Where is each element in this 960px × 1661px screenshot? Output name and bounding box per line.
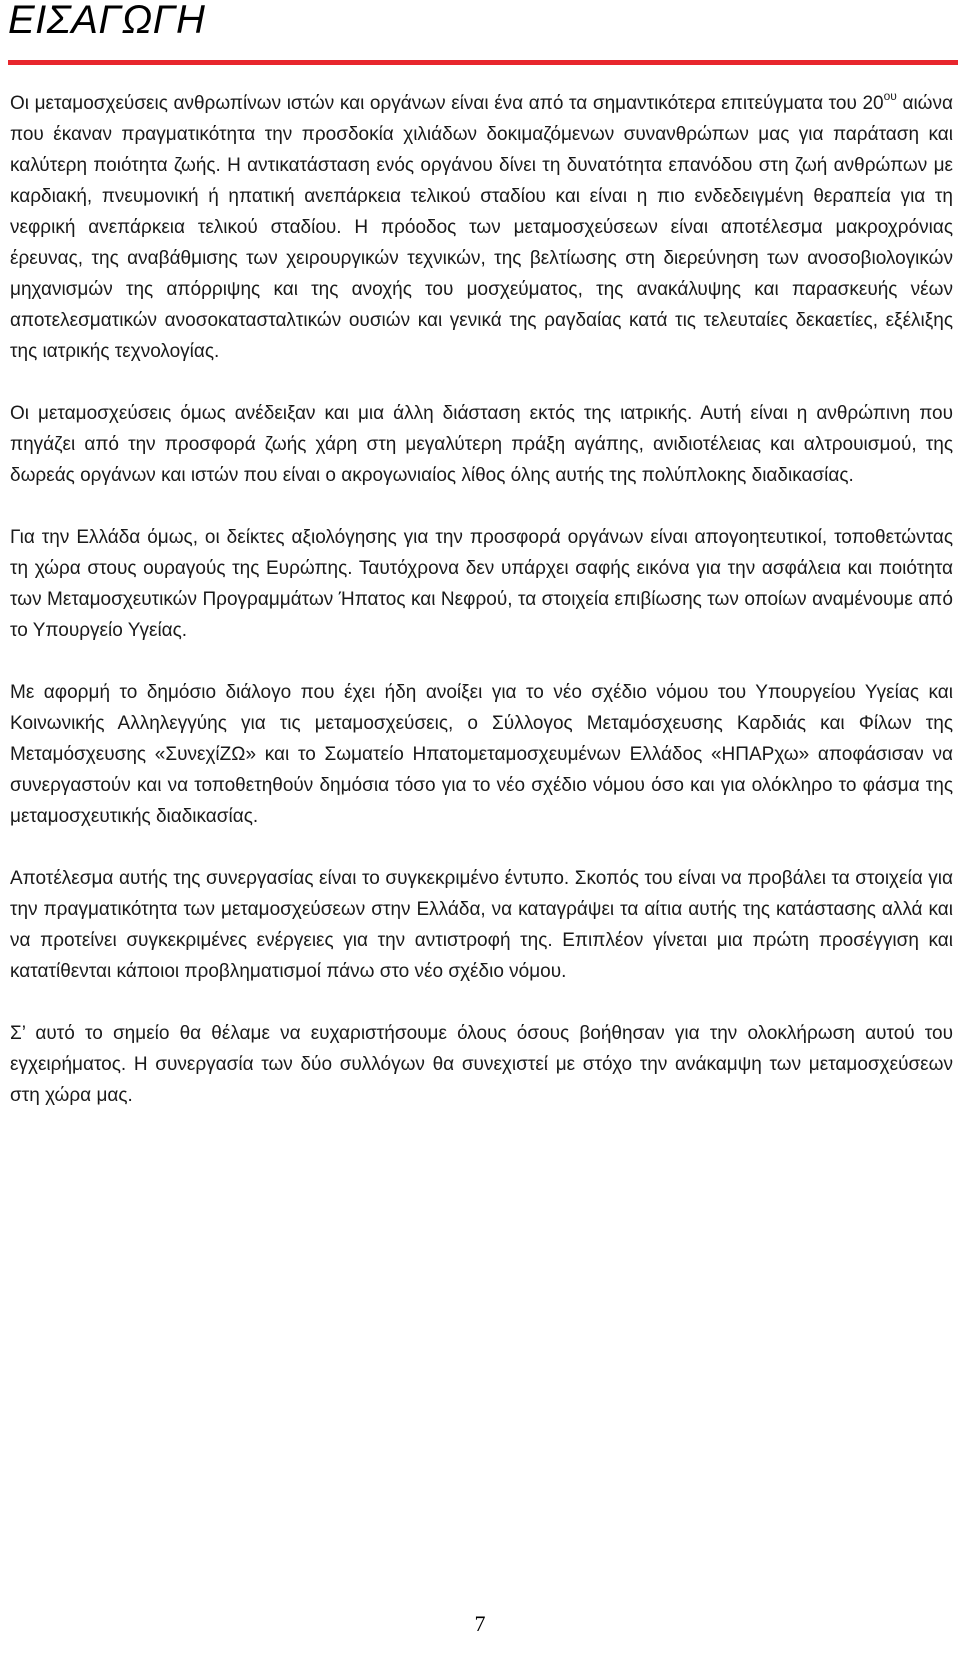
paragraph-intro-text-start: Οι μεταμοσχεύσεις ανθρωπίνων ιστών και οργάνων είναι ένα από τα σημαντικότερα επιτεύγματα του 20 xyxy=(10,93,884,114)
paragraph-human-dimension: Οι μεταμοσχεύσεις όμως ανέδειξαν και μια άλλη διάσταση εκτός της ιατρικής. Αυτή είναι η ανθρώπινη που πηγάζει από την προσφορά ζωής χάρη στη μεγαλύτερη πράξη αγάπης, ανιδιοτέλειας και αλτρουισμού, της δωρεάς οργάνων και ιστών που είναι ο ακρογωνιαίος λίθος όλης αυτής της πολύπλοκης διαδικασίας. xyxy=(10,403,953,486)
page-number: 7 xyxy=(474,1611,486,1636)
paragraph-collaboration: Με αφορμή το δημόσιο διάλογο που έχει ήδη ανοίξει για το νέο σχέδιο νόμου του Υπουργείου Υγείας και Κοινωνικής Αλληλεγγύης για τις μεταμοσχεύσεις, ο Σύλλογος Μεταμόσχευσης Καρδιάς και Φίλων της Μεταμόσχευσης «ΣυνεχίΖΩ» και το Σωματείο Ηπατομεταμοσχευμένων Ελλάδος «ΗΠΑΡχω» αποφάσισαν να συνεργαστούν και να τοποθετηθούν δημόσια τόσο για το νέο σχέδιο νόμου όσο και για ολόκληρο το φάσμα της μεταμοσχευτικής διαδικασίας. xyxy=(10,682,953,827)
paragraph-greece-indicators: Για την Ελλάδα όμως, οι δείκτες αξιολόγησης για την προσφορά οργάνων είναι απογοητευτικοί, τοποθετώντας τη χώρα στους ουραγούς της Ευρώπης. Ταυτόχρονα δεν υπάρχει σαφής εικόνα για την ασφάλεια και ποιότητα των Μεταμοσχευτικών Προγραμμάτων Ήπατος και Νεφρού, τα στοιχεία επιβίωσης των οποίων αναμένουμε από το Υπουργείο Υγείας. xyxy=(10,527,953,641)
heading-divider xyxy=(8,60,958,65)
paragraph-acknowledgements: Σ’ αυτό το σημείο θα θέλαμε να ευχαριστήσουμε όλους όσους βοήθησαν για την ολοκλήρωση αυτού του εγχειρήματος. Η συνεργασία των δύο συλλόγων θα συνεχιστεί με στόχο την ανάκαμψη των μεταμοσχεύσεων στη χώρα μας. xyxy=(10,1023,953,1106)
paragraph-intro xyxy=(10,88,953,367)
document-body xyxy=(10,88,953,1142)
century-superscript: ου xyxy=(883,89,897,103)
paragraph-publication-purpose: Αποτέλεσμα αυτής της συνεργασίας είναι το συγκεκριμένο έντυπο. Σκοπός του είναι να προβάλει τα στοιχεία για την πραγματικότητα των μεταμοσχεύσεων στην Ελλάδα, να καταγράψει τα αίτια αυτής της κατάστασης αλλά και να προτείνει συγκεκριμένες ενέργειες για την αντιστροφή της. Επιπλέον γίνεται μια πρώτη προσέγγιση και κατατίθενται κάποιοι προβληματισμοί πάνω στο νέο σχέδιο νόμου. xyxy=(10,868,953,982)
page-heading: ΕΙΣΑΓΩΓΗ xyxy=(8,0,206,42)
paragraph-intro-text-end: αιώνα που έκαναν πραγματικότητα την προσδοκία χιλιάδων δοκιμαζόμενων συνανθρώπων μας για παράταση και καλύτερη ποιότητα ζωής. Η αντικατάσταση ενός οργάνου δίνει τη δυνατότητα επανόδου στη ζωή ανθρώπων με καρδιακή, πνευμονική ή ηπατική ανεπάρκεια τελικού σταδίου και είναι η πιο ενδεδειγμένη θεραπεία για τη νεφρική ανεπάρκεια τελικού σταδίου. Η πρόοδος των μεταμοσχεύσεων είναι αποτέλεσμα μακροχρόνιας έρευνας, της αναβάθμισης των χειρουργικών τεχνικών, της βελτίωσης στη διερεύνηση των ανοσοβιολογικών μηχανισμών της απόρριψης και της ανοχής του μοσχεύματος, της ανακάλυψης και παρασκευής νέων αποτελεσματικών ανοσοκατασταλτικών ουσιών και γενικά της ραγδαίας κατά τις τελευταίες δεκαετίες, εξέλιξης της ιατρικής τεχνολογίας. xyxy=(10,93,953,362)
